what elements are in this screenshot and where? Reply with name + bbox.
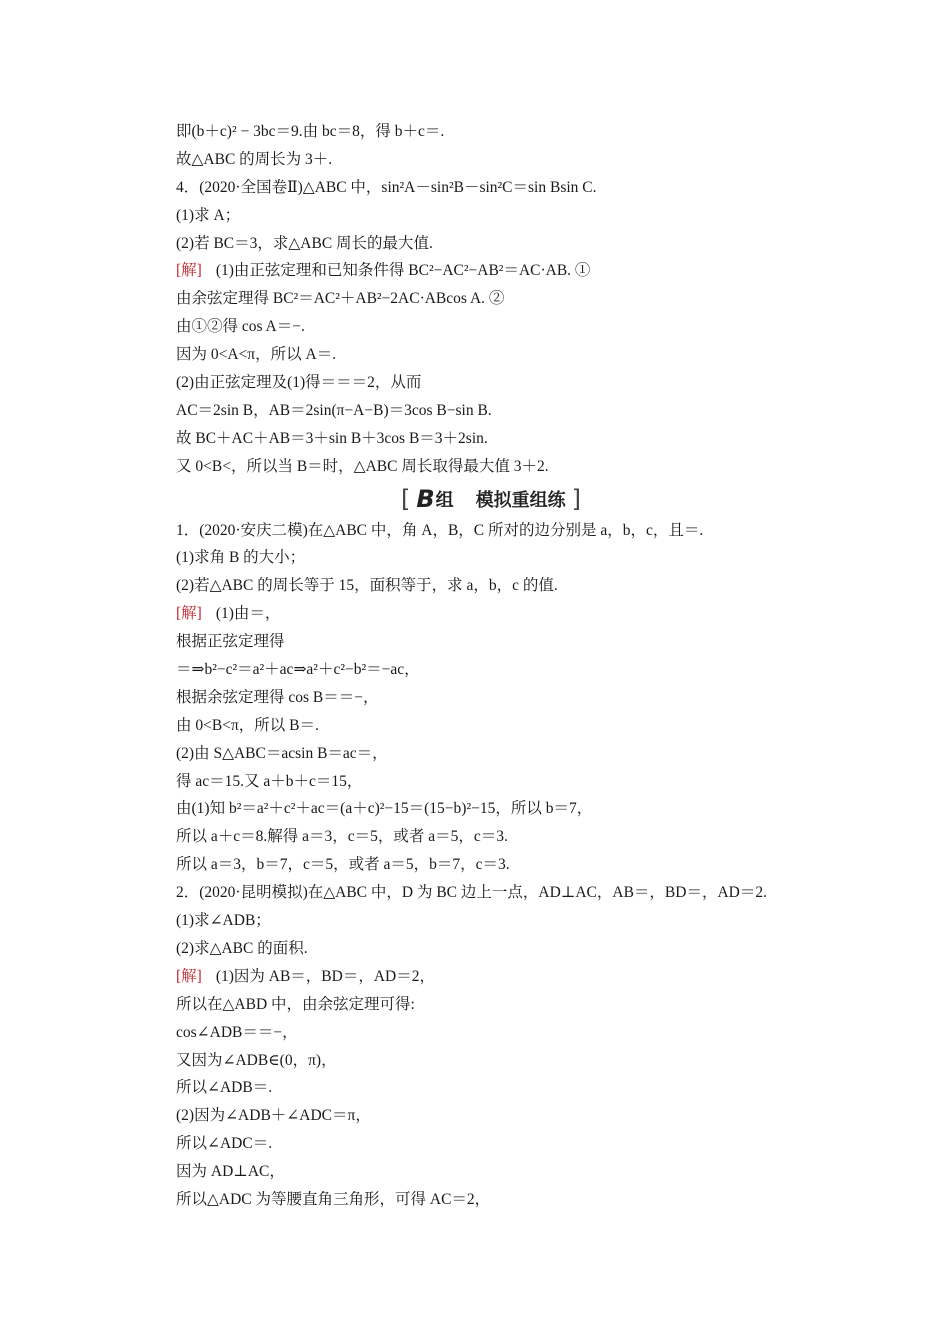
solution-line: 因为 0<A<π，所以 A＝.: [176, 346, 337, 364]
solution-line: 又 0<B<，所以当 B＝时，△ABC 周长取得最大值 3＋2.: [176, 457, 549, 475]
section-subtitle: 模拟重组练: [475, 489, 566, 511]
solution-line: AC＝2sin B，AB＝2sin(π−A−B)＝3cos B−sin B.: [176, 401, 492, 419]
problem-2-question-1: (1)求∠ADB；: [176, 912, 271, 930]
problem-1-stem: 1．(2020·安庆二模)在△ABC 中，角 A，B，C 所对的边分别是 a，b，c，且＝.: [176, 521, 704, 539]
problem-1-question-2: (2)若△ABC 的周长等于 15，面积等于，求 a，b，c 的值.: [176, 577, 558, 595]
solution-line: 所以在△ABD 中，由余弦定理可得:: [176, 995, 415, 1013]
solution-line: 由(1)知 b²＝a²＋c²＋ac＝(a＋c)²−15＝(15−b)²−15，所以 b＝7，: [176, 800, 593, 818]
solution-line: 因为 AD⊥AC，: [176, 1163, 285, 1181]
solution-line: 又因为∠ADB∈(0，π)，: [176, 1051, 337, 1069]
solution-text: (1)因为 AB＝，BD＝，AD＝2，: [215, 967, 435, 985]
solution-line: 得 ac＝15.又 a＋b＋c＝15，: [176, 772, 363, 790]
solution-line: 所以 a＋c＝8.解得 a＝3，c＝5，或者 a＝5，c＝3.: [176, 828, 508, 846]
section-title: 组: [435, 489, 454, 511]
solution-4-line: [176, 257, 816, 285]
problem-4-question-1: (1)求 A；: [176, 206, 241, 224]
solution-line: 由①②得 cos A＝−.: [176, 318, 305, 336]
solution-tag: [解]: [176, 605, 202, 623]
solution-line: 根据正弦定理得: [176, 633, 285, 651]
solution-text: (1)由＝，: [215, 605, 281, 623]
problem-2-question-2: (2)求△ABC 的面积.: [176, 939, 308, 957]
solution-1-line: [176, 600, 816, 628]
solution-line: cos∠ADB＝＝−，: [176, 1023, 298, 1041]
problem-1-question-1: (1)求角 B 的大小；: [176, 549, 306, 567]
solution-line: 所以△ADC 为等腰直角三角形，可得 AC＝2，: [176, 1190, 491, 1208]
solution-line: ＝⇒b²−c²＝a²＋ac⇒a²＋c²−b²＝−ac，: [176, 661, 420, 679]
text-line: 故△ABC 的周长为 3＋.: [176, 150, 333, 168]
solution-line: 所以 a＝3，b＝7，c＝5，或者 a＝5，b＝7，c＝3.: [176, 856, 510, 874]
problem-4-stem: 4．(2020·全国卷Ⅱ)△ABC 中，sin²A－sin²B－sin²C＝sin Bsin C.: [176, 178, 597, 196]
solution-line: 由余弦定理得 BC²＝AC²＋AB²−2AC·ABcos A. ②: [176, 290, 505, 308]
solution-line: 由 0<B<π，所以 B＝.: [176, 716, 319, 734]
problem-2-stem: 2．(2020·昆明模拟)在△ABC 中，D 为 BC 边上一点，AD⊥AC，AB＝，BD＝，AD＝2.: [176, 884, 767, 902]
solution-tag: [解]: [176, 262, 202, 280]
solution-line: 所以∠ADC＝.: [176, 1135, 273, 1153]
bracket-right: ]: [571, 484, 582, 513]
solution-line: 根据余弦定理得 cos B＝＝−，: [176, 688, 379, 706]
solution-line: 故 BC＋AC＋AB＝3＋sin B＋3cos B＝3＋2sin.: [176, 429, 488, 447]
bracket-left: [: [400, 484, 411, 513]
solution-2-line: [176, 963, 816, 991]
text-line: 即(b＋c)² − 3bc＝9.由 bc＝8，得 b＋c＝.: [176, 123, 445, 140]
solution-line: 所以∠ADB＝.: [176, 1079, 273, 1097]
solution-line: (2)由正弦定理及(1)得＝＝＝2，从而: [176, 374, 422, 392]
problem-4-question-2: (2)若 BC＝3，求△ABC 周长的最大值.: [176, 234, 433, 252]
document-content: [176, 118, 816, 1214]
solution-line: (2)由 S△ABC＝acsin B＝ac＝，: [176, 744, 388, 762]
solution-tag: [解]: [176, 967, 202, 985]
solution-line: (2)因为∠ADB＋∠ADC＝π，: [176, 1107, 371, 1125]
section-letter: B: [416, 484, 434, 513]
solution-text: (1)由正弦定理和已知条件得 BC²−AC²−AB²＝AC·AB. ①: [215, 262, 591, 280]
section-heading: [166, 481, 816, 517]
